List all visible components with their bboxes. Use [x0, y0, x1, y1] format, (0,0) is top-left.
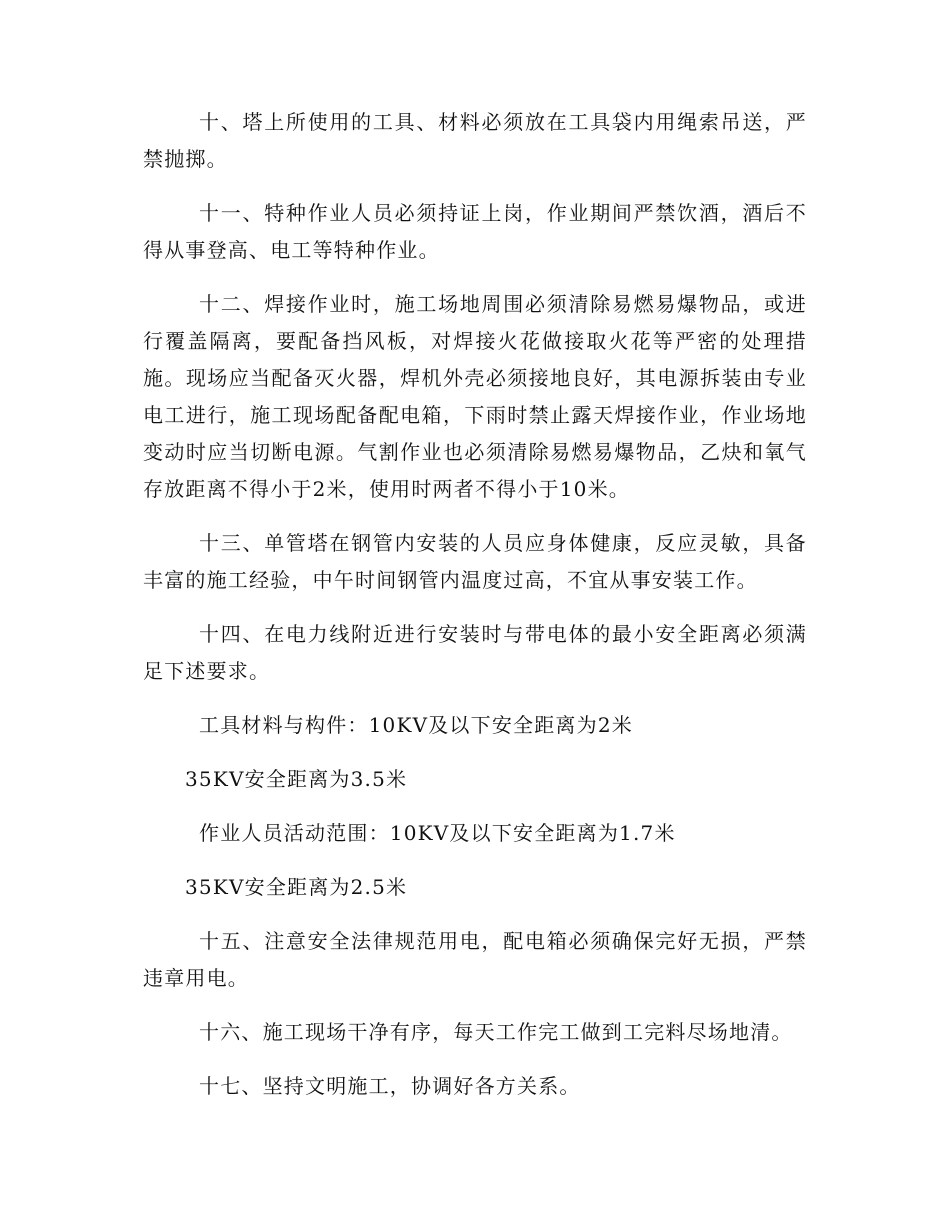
paragraph-17: 十七、坚持文明施工，协调好各方关系。 [199, 1074, 581, 1098]
materials-distance-line: 工具材料与构件：10KV及以下安全距离为2米 [199, 713, 633, 737]
personnel-35kv-line: 35KV安全距离为2.5米 [185, 875, 408, 899]
paragraph-14: 十四、在电力线附近进行安装时与带电体的最小安全距离必须满足下述要求。 [143, 622, 807, 683]
paragraph-11: 十一、特种作业人员必须持证上岗，作业期间严禁饮酒，酒后不得从事登高、电工等特种作业。 [143, 201, 807, 262]
paragraph-10: 十、塔上所使用的工具、材料必须放在工具袋内用绳索吊送，严禁抛掷。 [143, 110, 807, 171]
paragraph-15: 十五、注意安全法律规范用电，配电箱必须确保完好无损，严禁违章用电。 [143, 929, 807, 990]
materials-35kv-line: 35KV安全距离为3.5米 [185, 767, 408, 791]
paragraph-16: 十六、施工现场干净有序，每天工作完工做到工完料尽场地清。 [199, 1020, 793, 1044]
paragraph-13: 十三、单管塔在钢管内安装的人员应身体健康，反应灵敏，具备丰富的施工经验，中午时间钢管内温度过高，不宜从事安装工作。 [143, 531, 807, 592]
document-body [143, 104, 807, 1122]
paragraph-12: 十二、焊接作业时，施工场地周围必须清除易燃易爆物品，或进行覆盖隔离，要配备挡风板，对焊接火花做接取火花等严密的处理措施。现场应当配备灭火器，焊机外壳必须接地良好，其电源拆装由专业电工进行，施工现场配备配电箱，下雨时禁止露天焊接作业，作业场地变动时应当切断电源。气割作业也必须清除易燃易爆物品，乙炔和氧气存放距离不得小于2米，使用时两者不得小于10米。 [143, 292, 807, 501]
personnel-distance-line: 作业人员活动范围：10KV及以下安全距离为1.7米 [199, 821, 676, 845]
